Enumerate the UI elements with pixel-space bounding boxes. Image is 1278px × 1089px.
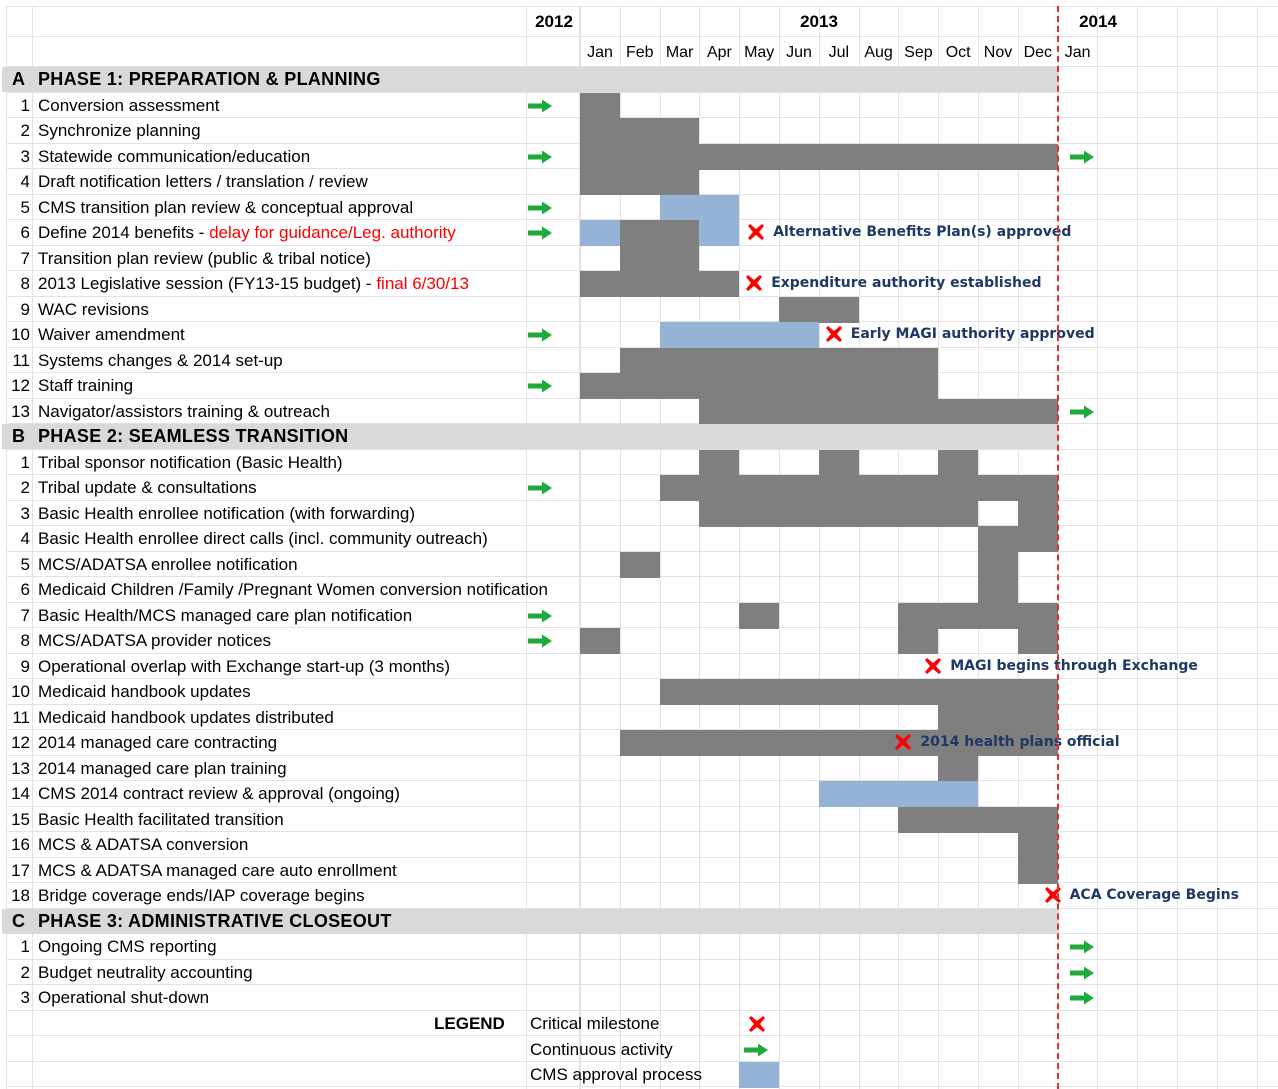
continuous-after-arrow-icon [1069, 940, 1095, 954]
activity-bar [699, 450, 739, 476]
task-label [38, 118, 201, 143]
activity-bar [580, 93, 620, 119]
task-label [38, 348, 283, 373]
task-label-text: Ongoing CMS reporting [38, 937, 217, 956]
legend-label: Critical milestone [530, 1014, 660, 1033]
activity-bar [978, 526, 1058, 552]
task-label-text: Conversion assessment [38, 96, 220, 115]
continuous-before-arrow-icon [527, 481, 553, 495]
activity-bar [580, 271, 739, 297]
task-number: 4 [20, 529, 30, 548]
activity-bar [819, 450, 859, 476]
task-label-text: Bridge coverage ends/IAP coverage begins [38, 886, 365, 905]
phase-letter: A [12, 69, 25, 89]
task-label [38, 297, 149, 322]
task-label [38, 603, 412, 628]
grid-row-line [6, 6, 1278, 7]
task-label [38, 628, 271, 653]
task-number: 16 [11, 835, 30, 854]
activity-bar [779, 297, 859, 323]
activity-bar [699, 501, 978, 527]
milestone-icon [924, 657, 942, 675]
milestone-label: Expenditure authority established [771, 275, 1042, 291]
task-label-text: Operational overlap with Exchange start-up (3 months) [38, 657, 450, 676]
task-label-text: Systems changes & 2014 set-up [38, 351, 283, 370]
continuous-after-arrow-icon [1069, 991, 1095, 1005]
milestone-label: Early MAGI authority approved [850, 326, 1095, 342]
task-label-text: 2014 managed care contracting [38, 733, 278, 752]
task-number: 8 [20, 274, 30, 293]
task-label [38, 781, 400, 806]
continuous-before-arrow-icon [527, 99, 553, 113]
continuous-after-arrow-icon [1069, 405, 1095, 419]
task-label [38, 322, 185, 347]
milestone-label: 2014 health plans official [920, 734, 1120, 750]
activity-bar [580, 118, 699, 144]
activity-bar [620, 552, 660, 578]
activity-bar [580, 628, 620, 654]
task-label-note: final 6/30/13 [376, 274, 469, 293]
task-label [38, 373, 133, 398]
task-number: 12 [11, 733, 30, 752]
task-label-text: Basic Health/MCS managed care plan notification [38, 606, 413, 625]
task-label-text: Synchronize planning [38, 121, 201, 140]
task-label-note: delay for guidance/Leg. authority [209, 223, 456, 242]
legend-label: Continuous activity [530, 1040, 673, 1059]
milestone-icon [747, 223, 765, 241]
task-label-text: Medicaid handbook updates distributed [38, 708, 334, 727]
task-number: 11 [12, 708, 30, 727]
month-label: Aug [864, 44, 893, 61]
month-label: Oct [945, 44, 971, 61]
activity-bar [580, 169, 699, 195]
milestone-label: Alternative Benefits Plan(s) approved [773, 224, 1072, 240]
task-number: 9 [20, 657, 30, 676]
phase-title: PHASE 1: PREPARATION & PLANNING [38, 69, 381, 89]
task-number: 2 [20, 963, 30, 982]
phase-title: PHASE 2: SEAMLESS TRANSITION [38, 426, 349, 446]
activity-bar [978, 577, 1018, 603]
phase-title: PHASE 3: ADMINISTRATIVE CLOSEOUT [38, 911, 392, 931]
month-label: Jan [587, 44, 613, 61]
task-number: 2 [20, 121, 30, 140]
task-label [38, 195, 413, 220]
task-number: 6 [20, 223, 30, 242]
phase-letter: B [12, 426, 25, 446]
task-label [38, 883, 365, 908]
task-label [38, 450, 343, 475]
cms-approval-bar [660, 195, 740, 221]
legend-label: CMS approval process [530, 1065, 702, 1084]
task-label-text: Basic Health facilitated transition [38, 810, 284, 829]
task-number: 17 [11, 861, 30, 880]
legend-continuous-arrow-icon [743, 1043, 769, 1057]
task-label [38, 93, 219, 118]
continuous-before-arrow-icon [527, 609, 553, 623]
month-label: Jun [786, 44, 812, 61]
continuous-before-arrow-icon [527, 328, 553, 342]
task-label-text: MCS & ADATSA managed care auto enrollment [38, 861, 397, 880]
activity-bar [938, 756, 978, 782]
activity-bar [938, 705, 1057, 731]
activity-bar [938, 450, 978, 476]
continuous-before-arrow-icon [527, 379, 553, 393]
continuous-before-arrow-icon [527, 226, 553, 240]
task-number: 18 [11, 886, 30, 905]
activity-bar [620, 220, 700, 246]
task-label [38, 985, 209, 1010]
activity-bar [898, 628, 938, 654]
task-number: 7 [20, 249, 30, 268]
year-label: 2014 [1079, 12, 1117, 31]
continuous-after-arrow-icon [1069, 966, 1095, 980]
milestone-icon [894, 733, 912, 751]
activity-bar [580, 144, 1058, 170]
activity-bar [978, 552, 1018, 578]
task-number: 3 [20, 504, 30, 523]
activity-bar [660, 475, 1058, 501]
task-label-text: CMS transition plan review & conceptual approval [38, 198, 414, 217]
activity-bar [739, 603, 779, 629]
milestone-label: ACA Coverage Begins [1069, 887, 1239, 903]
task-label [38, 654, 450, 679]
task-label [38, 807, 284, 832]
month-label: Sep [904, 44, 933, 61]
task-label [38, 832, 248, 857]
task-number: 6 [20, 580, 30, 599]
task-label-text: Medicaid handbook updates [38, 682, 251, 701]
task-label [38, 475, 257, 500]
task-label [38, 246, 371, 271]
grid-row-line [6, 36, 1278, 37]
task-label [38, 552, 298, 577]
task-number: 8 [20, 631, 30, 650]
task-label-text: 2013 Legislative session (FY13-15 budget) - [38, 274, 377, 293]
task-label-text: Medicaid Children /Family /Pregnant Women conversion notification [38, 580, 548, 599]
task-label-text: 2014 managed care plan training [38, 759, 287, 778]
task-label [38, 858, 397, 883]
task-number: 9 [20, 300, 30, 319]
task-number: 11 [12, 351, 30, 370]
cms-approval-bar [660, 322, 819, 348]
task-label [38, 934, 217, 959]
task-label-text: MCS/ADATSA provider notices [38, 631, 272, 650]
activity-bar [620, 730, 938, 756]
task-number: 3 [20, 988, 30, 1007]
month-label: Jan [1064, 44, 1091, 61]
activity-bar [898, 807, 1057, 833]
task-label [38, 144, 310, 169]
task-label [38, 220, 456, 245]
task-number: 4 [20, 172, 30, 191]
activity-bar [620, 348, 938, 374]
task-number: 13 [11, 402, 30, 421]
task-label [38, 679, 251, 704]
task-label-text: Budget neutrality accounting [38, 963, 253, 982]
continuous-before-arrow-icon [527, 150, 553, 164]
task-label [38, 271, 469, 296]
task-label [38, 169, 368, 194]
activity-bar [660, 679, 1058, 705]
cms-approval-bar [819, 781, 978, 807]
task-number: 5 [20, 198, 30, 217]
milestone-label: MAGI begins through Exchange [950, 658, 1198, 674]
continuous-before-arrow-icon [527, 634, 553, 648]
task-number: 13 [11, 759, 30, 778]
task-number: 10 [11, 682, 30, 701]
month-label: Jul [828, 44, 850, 61]
month-label: Apr [706, 44, 732, 61]
activity-bar [1018, 628, 1058, 654]
milestone-icon [825, 325, 843, 343]
year-label: 2012 [535, 12, 573, 31]
task-label [38, 756, 287, 781]
task-label-text: Operational shut-down [38, 988, 210, 1007]
task-label-text: MCS & ADATSA conversion [38, 835, 249, 854]
legend-cms-swatch [739, 1062, 779, 1088]
activity-bar [699, 399, 1057, 425]
task-label-text: Basic Health enrollee notification (with forwarding) [38, 504, 416, 523]
year-boundary-line [1057, 6, 1059, 1089]
task-label [38, 526, 488, 551]
activity-bar [620, 246, 700, 272]
task-number: 12 [11, 376, 30, 395]
year-label: 2013 [800, 12, 838, 31]
month-label: Mar [665, 44, 694, 61]
task-label-text: Basic Health enrollee direct calls (incl. community outreach) [38, 529, 488, 548]
task-label-text: CMS 2014 contract review & approval (ongoing) [38, 784, 400, 803]
milestone-icon [745, 274, 763, 292]
task-label-text: Define 2014 benefits - [38, 223, 210, 242]
cms-approval-bar [699, 220, 739, 246]
task-number: 10 [11, 325, 30, 344]
task-number: 5 [20, 555, 30, 574]
activity-bar [1018, 501, 1058, 527]
task-label [38, 577, 548, 602]
phase-letter: C [12, 911, 25, 931]
task-number: 15 [11, 810, 30, 829]
task-number: 1 [20, 96, 30, 115]
task-label [38, 501, 415, 526]
cms-approval-bar [580, 220, 620, 246]
month-label: Feb [626, 44, 654, 61]
task-label [38, 399, 330, 424]
task-label-text: MCS/ADATSA enrollee notification [38, 555, 298, 574]
task-label-text: WAC revisions [38, 300, 149, 319]
month-label: Dec [1023, 44, 1053, 61]
task-label-text: Tribal sponsor notification (Basic Health) [38, 453, 343, 472]
continuous-after-arrow-icon [1069, 150, 1095, 164]
task-label [38, 960, 253, 985]
task-number: 1 [20, 453, 30, 472]
task-number: 7 [20, 606, 30, 625]
task-label-text: Staff training [38, 376, 134, 395]
activity-bar [1018, 832, 1058, 858]
month-label: May [744, 44, 775, 61]
month-label: Nov [983, 44, 1013, 61]
task-label-text: Draft notification letters / translation / review [38, 172, 368, 191]
task-number: 2 [20, 478, 30, 497]
task-label-text: Navigator/assistors training & outreach [38, 402, 330, 421]
task-number: 1 [20, 937, 30, 956]
activity-bar [1018, 858, 1058, 884]
task-label-text: Transition plan review (public & tribal notice) [38, 249, 371, 268]
task-label-text: Statewide communication/education [38, 147, 311, 166]
activity-bar [580, 373, 938, 399]
legend-milestone-icon [748, 1015, 766, 1033]
task-label [38, 705, 334, 730]
task-label-text: Waiver amendment [38, 325, 185, 344]
legend-title: LEGEND [434, 1014, 505, 1033]
task-label [38, 730, 277, 755]
task-label-text: Tribal update & consultations [38, 478, 257, 497]
continuous-before-arrow-icon [527, 201, 553, 215]
activity-bar [898, 603, 1057, 629]
task-number: 14 [11, 784, 30, 803]
task-number: 3 [20, 147, 30, 166]
